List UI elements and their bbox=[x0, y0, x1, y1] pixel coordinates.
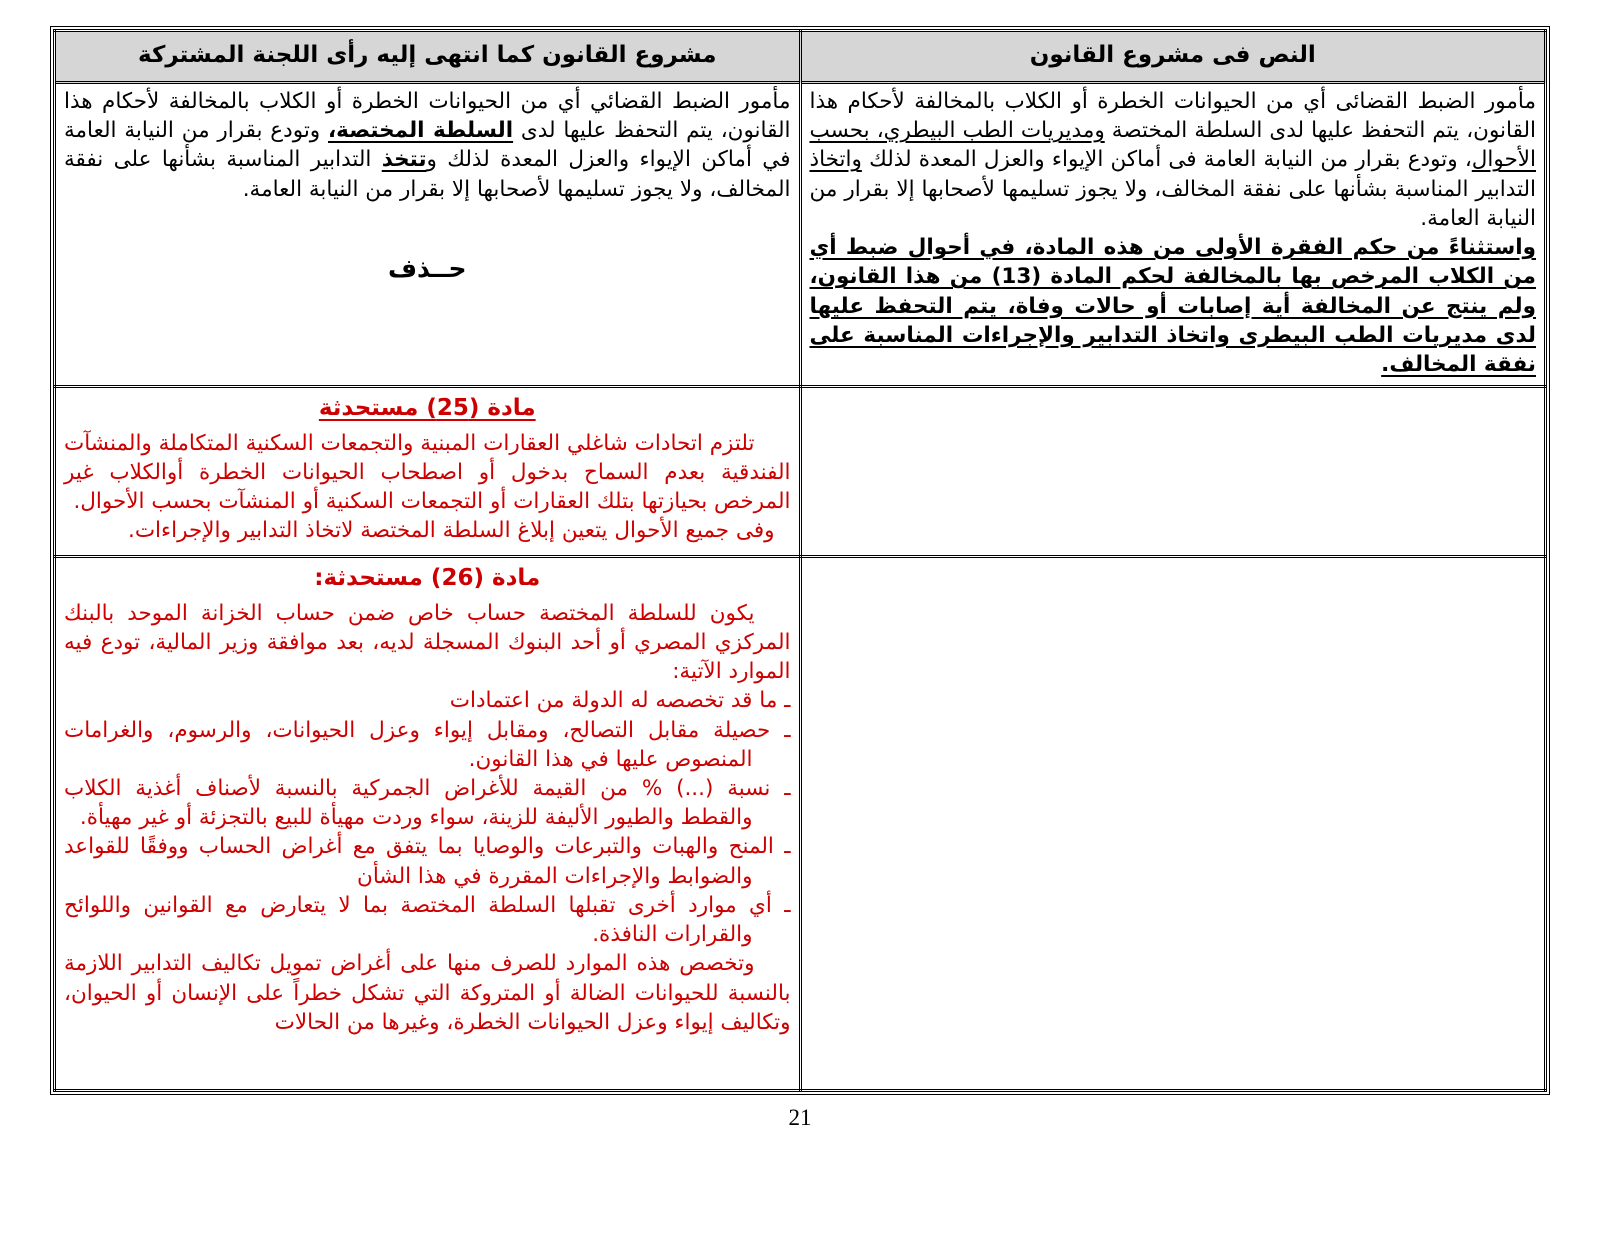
paragraph-original-row1 bbox=[810, 87, 1537, 233]
text-segment: مأمور الضبط القضائي أي من الحيوانات الخطرة أو الكلاب بالمخالفة لأحكام هذا القانون، يتم التحفظ عليها لدى bbox=[64, 89, 791, 144]
law-comparison-table bbox=[53, 29, 1547, 1092]
article-title-text: مادة (25) مستحدثة bbox=[318, 395, 536, 422]
cell-row2-committee bbox=[55, 387, 801, 557]
text-segment: ، وتودع بقرار من النيابة العامة فى أماكن الإيواء والعزل المعدة لذلك bbox=[861, 147, 1472, 173]
text-segment: التدابير المناسبة بشأنها على نفقة المخالف، ولا يجوز تسليمها لأصحابها إلا بقرار من النيابة العامة. bbox=[809, 176, 1536, 231]
text-segment: مأمور الضبط القضائى أي من الحيوانات الخطرة أو الكلاب بالمخالفة لأحكام هذا القانون، يتم التحفظ عليها لدى السلطة المختصة bbox=[809, 89, 1536, 144]
table-row bbox=[55, 83, 1546, 387]
cell-row2-original-empty bbox=[800, 387, 1546, 557]
column-header-committee-text: مشروع القانون كما انتهى إليه رأى اللجنة المشتركة bbox=[55, 31, 801, 83]
column-header-original-text: النص فى مشروع القانون bbox=[800, 31, 1546, 83]
resource-item: ـ أي موارد أخرى تقبلها السلطة المختصة بما لا يتعارض مع القوانين واللوائح والقرارات النافذة. bbox=[64, 892, 791, 948]
text-segment: التدابير المناسبة بشأنها على نفقة المخالف، ولا يجوز تسليمها لأصحابها إلا بقرار من النيابة العامة. bbox=[64, 147, 791, 202]
bold-underlined-segment: تتخذ bbox=[381, 147, 427, 173]
table-row bbox=[55, 557, 1546, 1091]
paragraph-original-row1-exception: واستثناءً من حكم الفقرة الأولى من هذه المادة، في أحوال ضبط أي من الكلاب المرخص بها بالمخالفة لحكم المادة (13) من هذا القانون، ولم ينتج عن المخالفة أية إصابات أو حالات وفاة، يتم التحفظ عليها لدى مديريات الطب البيطرى واتخاذ التدابير والإجراءات المناسبة على نفقة المخالف. bbox=[809, 235, 1536, 378]
article-25-title bbox=[64, 393, 791, 424]
cell-row1-original bbox=[800, 83, 1546, 387]
page-number: 21 bbox=[788, 1105, 812, 1131]
resource-item: ـ ما قد تخصصه له الدولة من اعتمادات bbox=[449, 688, 791, 714]
resource-item: ـ المنح والهبات والتبرعات والوصايا بما يتفق مع أغراض الحساب ووفقًا للقواعد والضوابط والإجراءات المقررة في هذا الشأن bbox=[64, 834, 791, 889]
underlined-segment: ومديريات الطب البيطري، بحسب الأحوال bbox=[809, 118, 1536, 173]
underlined-segment: واتخاذ bbox=[809, 147, 862, 173]
article-26-intro: يكون للسلطة المختصة حساب خاص ضمن حساب الخزانة الموحد بالبنك المركزي المصري أو أحد البنوك المسجلة لديه، بعد موافقة وزير المالية، تودع فيه الموارد الآتية: bbox=[64, 600, 791, 685]
cell-row3-committee bbox=[55, 557, 801, 1091]
deleted-label: حــذف bbox=[387, 253, 467, 283]
comparison-table-frame bbox=[50, 26, 1550, 1095]
resource-item: ـ حصيلة مقابل التصالح، ومقابل إيواء وعزل الحيوانات، والرسوم، والغرامات المنصوص عليها في هذا القانون. bbox=[64, 717, 791, 772]
cell-row3-original-empty bbox=[800, 557, 1546, 1091]
article-25-body: تلتزم اتحادات شاغلي العقارات المبنية والتجمعات السكنية المتكاملة والمنشآت الفندقية بعدم السماح بدخول أو اصطحاب الحيوانات الخطرة أوالكلاب غير المرخص بحيازتها بتلك العقارات أو التجمعات السكنية أو المنشآت بحسب الأحوال. bbox=[64, 430, 791, 515]
resource-item: ـ نسبة (...) % من القيمة للأغراض الجمركية بالنسبة لأصناف أغذية الكلاب والقطط والطيور الأليفة للزينة، سواء وردت مهيأة للبيع بالتجزئة أو غير مهيأة. bbox=[64, 776, 791, 831]
article-25-closing: وفى جميع الأحوال يتعين إبلاغ السلطة المختصة لاتخاذ التدابير والإجراءات. bbox=[127, 518, 775, 544]
paragraph-committee-row1 bbox=[64, 87, 791, 204]
cell-row1-committee bbox=[55, 83, 801, 387]
article-26-title: مادة (26) مستحدثة: bbox=[314, 565, 541, 592]
bold-underlined-segment: السلطة المختصة، bbox=[328, 118, 514, 144]
article-26-closing: وتخصص هذه الموارد للصرف منها على أغراض تمويل تكاليف التدابير اللازمة بالنسبة للحيوانات الضالة أو المتروكة التي تشكل خطراً على الإنسان أو الحيوان، وتكاليف إيواء وعزل الحيوانات الخطرة، وغيرها من الحالات bbox=[64, 951, 791, 1035]
table-header-row bbox=[55, 31, 1546, 83]
table-row bbox=[55, 387, 1546, 557]
text-segment: وتودع بقرار من النيابة العامة في أماكن الإيواء والعزل المعدة لذلك و bbox=[64, 118, 791, 173]
